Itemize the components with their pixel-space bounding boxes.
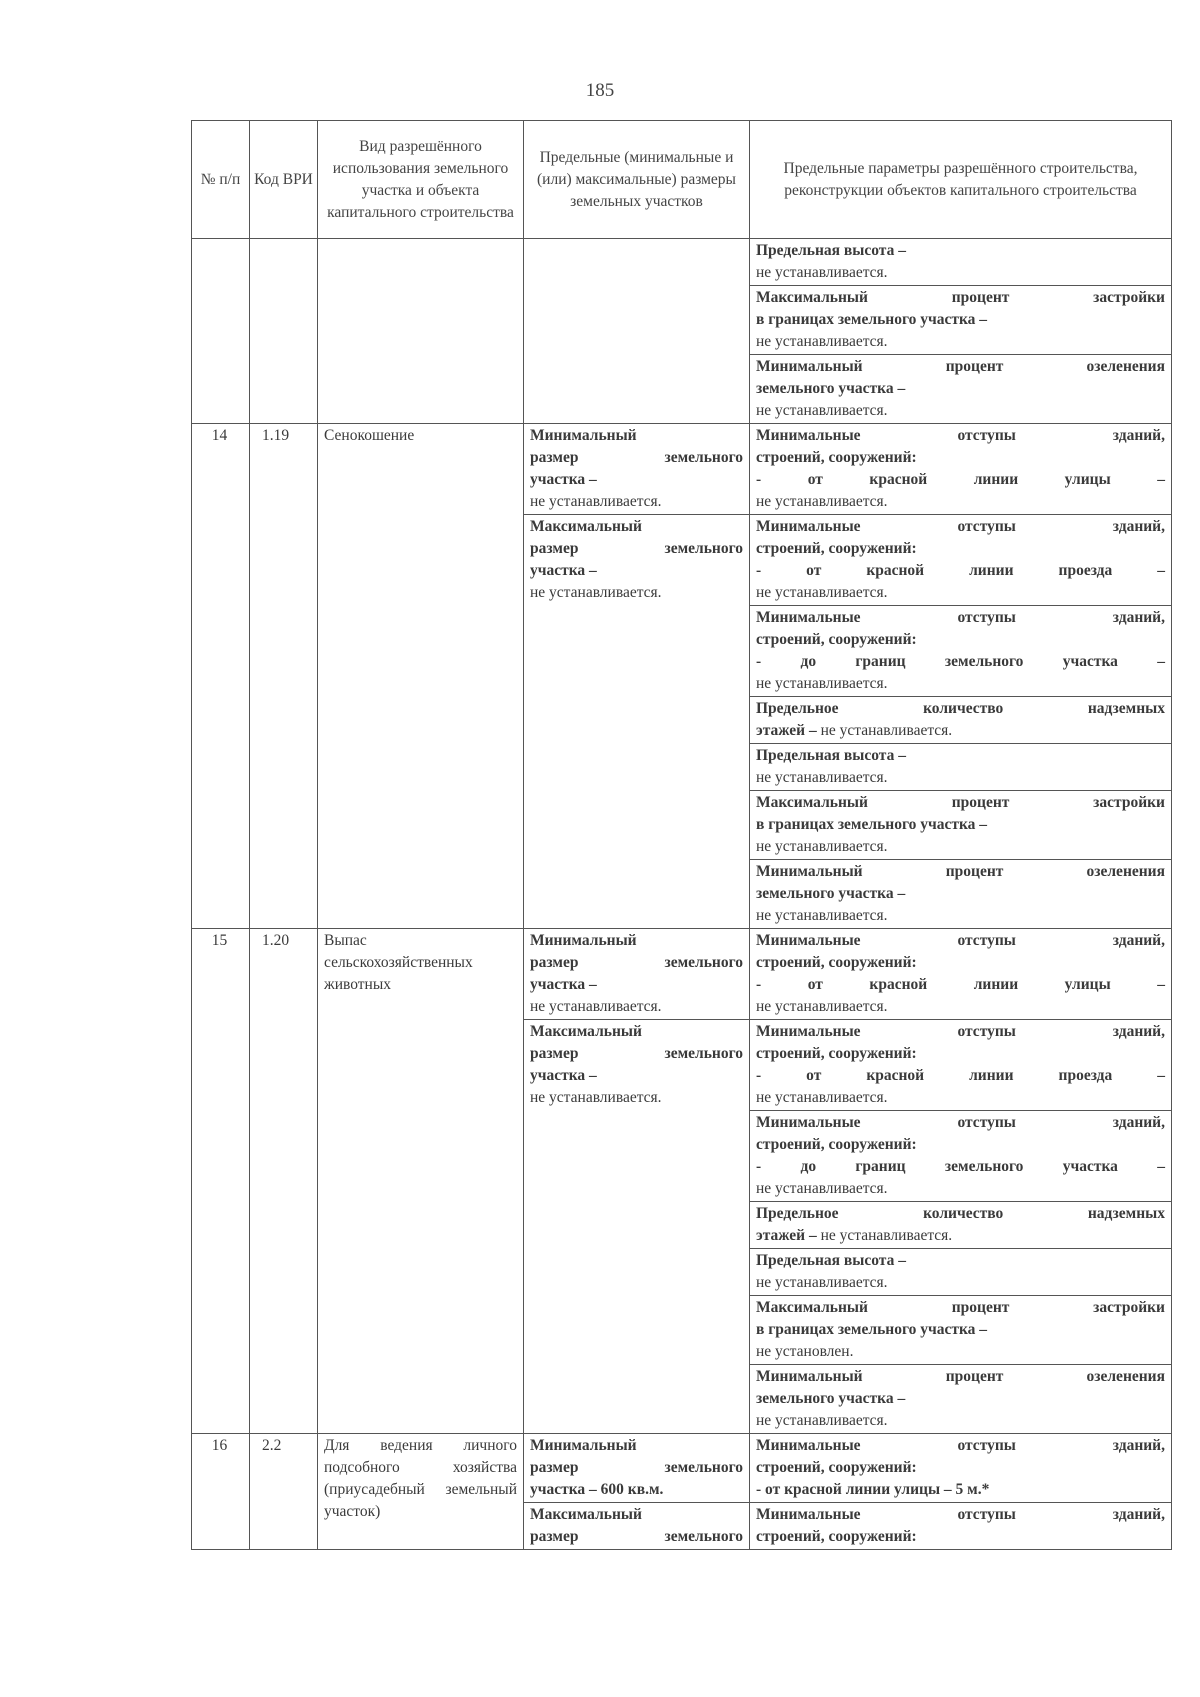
size-value: не устанавливается. [530,584,662,601]
cell-code-cont [250,239,318,424]
cell-code: 1.19 [250,424,318,929]
param-title: Максимальный процент застройки [756,1299,1165,1316]
size-title: участка – [530,976,597,993]
table-row [192,929,1172,1020]
param-title: - от красной линии проезда – [756,1067,1165,1084]
param-title: строений, сооружений: [756,449,917,466]
param-title: земельного участка – [756,380,906,397]
use-line: животных [324,976,391,993]
param-title: Минимальный процент озеленения [756,358,1165,375]
param-title: в границах земельного участка – [756,311,988,328]
cell-size-cont [524,239,750,424]
param-value: не устанавливается. [756,1089,888,1106]
param-title: - до границ земельного участка – [756,653,1165,670]
param-value: не устанавливается. [816,1227,953,1244]
cell-use: Для ведения личного подсобного хозяйства (приусадебный земельный участок) [318,1434,524,1550]
param-value: не устанавливается. [756,998,888,1015]
size-title: размер земельного [530,540,743,557]
cell-use [318,929,524,1434]
param-cell [750,791,1172,860]
param-cell [750,1202,1172,1249]
size-title: Минимальный [530,1437,637,1454]
param-cell [750,860,1172,929]
size-title: размер земельного [530,954,743,971]
size-title: Максимальный [530,518,642,535]
size-max-cell [524,1503,750,1550]
param-title: Минимальные отступы зданий, [756,1506,1165,1523]
param-cell [750,239,1172,286]
param-title: Максимальный процент застройки [756,289,1165,306]
param-title: Предельное количество надземных [756,1205,1165,1222]
param-title: Минимальные отступы зданий, [756,1023,1165,1040]
param-value: не устанавливается. [756,333,888,350]
size-min-cell [524,929,750,1020]
param-title: Минимальные отступы зданий, [756,1114,1165,1131]
size-title: участка – [530,1067,597,1084]
param-title: Предельная высота – [756,747,906,764]
param-title: строений, сооружений: [756,1459,917,1476]
table-row [192,1434,1172,1503]
param-title: строений, сооружений: [756,540,917,557]
param-cell [750,929,1172,1020]
size-value: не устанавливается. [530,1089,662,1106]
page-number: 185 [585,80,615,101]
size-title: Минимальный [530,427,637,444]
size-title: участка – 600 кв.м. [530,1481,664,1498]
cell-code: 1.20 [250,929,318,1434]
size-title: участка – [530,562,597,579]
param-value: не устанавливается. [756,838,888,855]
param-value: не установлен. [756,1343,854,1360]
param-title: строений, сооружений: [756,954,917,971]
param-value: не устанавливается. [816,722,953,739]
param-cell [750,1503,1172,1550]
size-title: размер земельного [530,449,743,466]
header-code: Код ВРИ [250,121,318,239]
param-cell [750,1434,1172,1503]
param-cell [750,515,1172,606]
size-title: участка – [530,471,597,488]
param-cell [750,286,1172,355]
param-title: строений, сооружений: [756,1136,917,1153]
param-title: земельного участка – [756,885,906,902]
param-value: не устанавливается. [756,1180,888,1197]
param-cell [750,1020,1172,1111]
param-value: не устанавливается. [756,493,888,510]
param-cell [750,697,1172,744]
param-title: Предельная высота – [756,242,906,259]
param-cell [750,1365,1172,1434]
param-value: не устанавливается. [756,264,888,281]
param-title: Предельная высота – [756,1252,906,1269]
param-title: строений, сооружений: [756,1045,917,1062]
param-value: не устанавливается. [756,1412,888,1429]
size-max-cell [524,1020,750,1434]
param-title: Минимальные отступы зданий, [756,932,1165,949]
param-title: Минимальные отступы зданий, [756,609,1165,626]
param-cell [750,1249,1172,1296]
size-title: Максимальный [530,1506,642,1523]
param-value: не устанавливается. [756,402,888,419]
param-title: - от красной линии улицы – [756,976,1165,993]
param-value: не устанавливается. [756,675,888,692]
param-title: строений, сооружений: [756,631,917,648]
param-title: Минимальные отступы зданий, [756,1437,1165,1454]
param-title: - от красной линии улицы – 5 м.* [756,1481,990,1498]
header-use: Вид разрешённого использования земельного участка и объекта капитального строительства [318,121,524,239]
param-title: - от красной линии проезда – [756,562,1165,579]
param-title: в границах земельного участка – [756,1321,988,1338]
cell-code: 2.2 [250,1434,318,1550]
param-value: не устанавливается. [756,769,888,786]
size-value: не устанавливается. [530,493,662,510]
size-value: не устанавливается. [530,998,662,1015]
header-params: Предельные параметры разрешённого строительства, реконструкции объектов капитального строительства [750,121,1172,239]
param-cell [750,355,1172,424]
param-title: этажей – [756,722,817,739]
size-min-cell [524,424,750,515]
param-cell [750,606,1172,697]
size-min-cell [524,1434,750,1503]
header-num: № п/п [192,121,250,239]
param-title: Минимальные отступы зданий, [756,518,1165,535]
table-row [192,239,1172,286]
param-title: в границах земельного участка – [756,816,988,833]
size-title: размер земельного [530,1528,743,1545]
param-cell [750,424,1172,515]
cell-use-cont [318,239,524,424]
param-title: земельного участка – [756,1390,906,1407]
param-title: Минимальный процент озеленения [756,863,1165,880]
param-cell [750,744,1172,791]
size-title: Минимальный [530,932,637,949]
param-cell [750,1296,1172,1365]
size-max-cell [524,515,750,929]
param-title: строений, сооружений: [756,1528,917,1545]
cell-num: 15 [192,929,250,1434]
size-title: размер земельного [530,1459,743,1476]
cell-num: 14 [192,424,250,929]
param-title: Максимальный процент застройки [756,794,1165,811]
param-title: этажей – [756,1227,817,1244]
cell-use: Сенокошение [318,424,524,929]
param-title: - до границ земельного участка – [756,1158,1165,1175]
size-title: размер земельного [530,1045,743,1062]
param-value: не устанавливается. [756,907,888,924]
table-header-row [192,121,1172,239]
param-title: Предельное количество надземных [756,700,1165,717]
cell-num-cont [192,239,250,424]
param-cell [750,1111,1172,1202]
param-title: Минимальные отступы зданий, [756,427,1165,444]
header-size: Предельные (минимальные и (или) максимальные) размеры земельных участков [524,121,750,239]
param-title: Минимальный процент озеленения [756,1368,1165,1385]
table-row [192,424,1172,515]
use-line: Выпас [324,932,367,949]
param-title: - от красной линии улицы – [756,471,1165,488]
size-title: Максимальный [530,1023,642,1040]
cell-num: 16 [192,1434,250,1550]
param-value: не устанавливается. [756,584,888,601]
param-value: не устанавливается. [756,1274,888,1291]
use-line: сельскохозяйственных [324,954,473,971]
zoning-parameters-table [191,120,1172,1550]
